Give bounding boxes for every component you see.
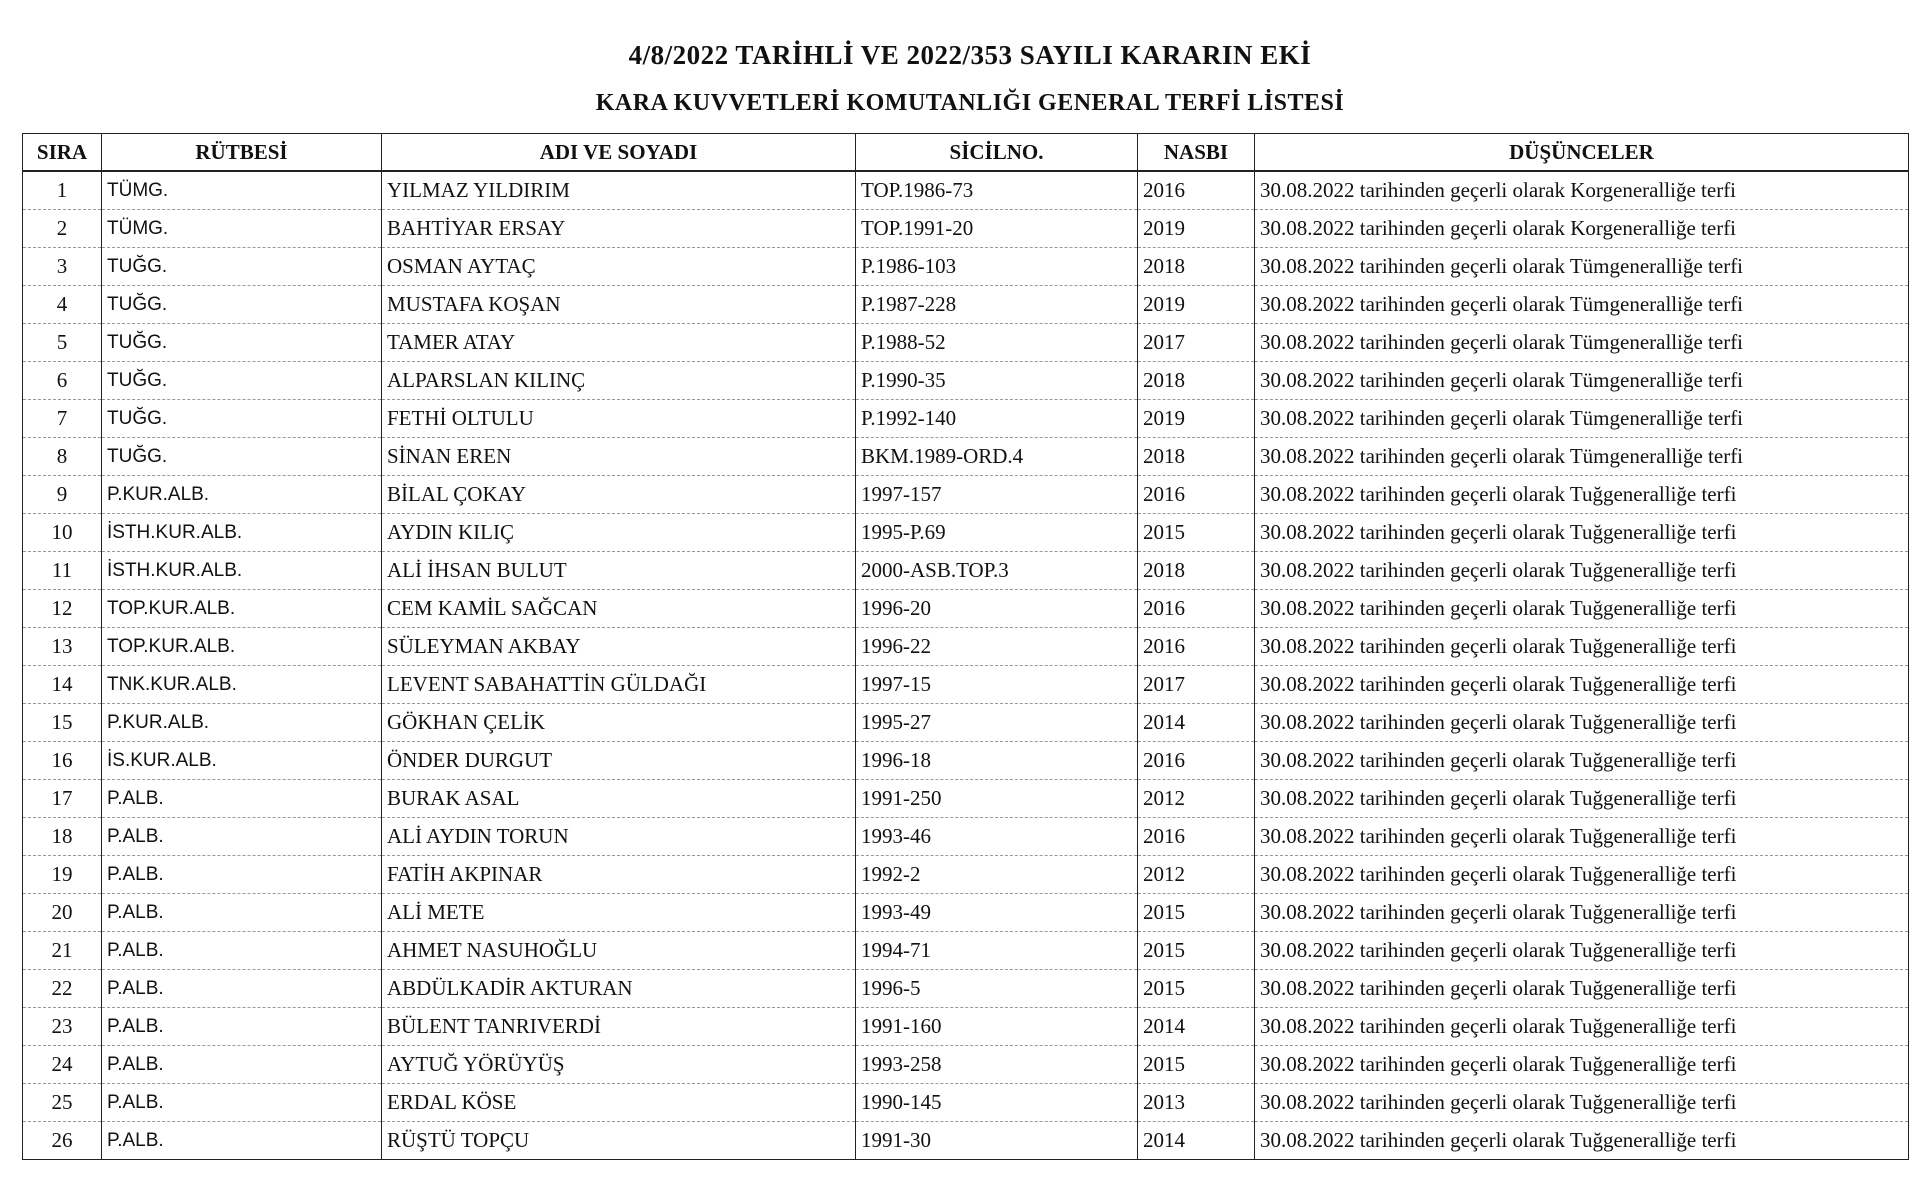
cell-nasbi: 2019 [1138,286,1255,324]
cell-sira: 21 [23,932,102,970]
cell-sicil-no: P.1988-52 [856,324,1138,362]
cell-sira: 20 [23,894,102,932]
cell-dusunceler: 30.08.2022 tarihinden geçerli olarak Korgeneralliğe terfi [1255,210,1909,248]
cell-rutbe: TUĞG. [102,248,382,286]
cell-dusunceler: 30.08.2022 tarihinden geçerli olarak Tuğgeneralliğe terfi [1255,818,1909,856]
cell-dusunceler: 30.08.2022 tarihinden geçerli olarak Tümgeneralliğe terfi [1255,362,1909,400]
cell-sicil-no: 1995-P.69 [856,514,1138,552]
cell-ad-soyad: AYDIN KILIÇ [382,514,856,552]
cell-ad-soyad: CEM KAMİL SAĞCAN [382,590,856,628]
cell-nasbi: 2015 [1138,1046,1255,1084]
cell-sira: 24 [23,1046,102,1084]
header-nasbi: NASBI [1138,134,1255,172]
cell-rutbe: TUĞG. [102,438,382,476]
cell-nasbi: 2015 [1138,894,1255,932]
table-row [23,400,1909,438]
cell-nasbi: 2016 [1138,171,1255,210]
cell-nasbi: 2015 [1138,514,1255,552]
cell-dusunceler: 30.08.2022 tarihinden geçerli olarak Tuğgeneralliğe terfi [1255,704,1909,742]
cell-rutbe: İSTH.KUR.ALB. [102,552,382,590]
cell-nasbi: 2016 [1138,742,1255,780]
cell-dusunceler: 30.08.2022 tarihinden geçerli olarak Tuğgeneralliğe terfi [1255,514,1909,552]
cell-sira: 11 [23,552,102,590]
table-row [23,210,1909,248]
cell-sira: 12 [23,590,102,628]
cell-sira: 19 [23,856,102,894]
header-ad-soyad: ADI VE SOYADI [382,134,856,172]
cell-sicil-no: P.1987-228 [856,286,1138,324]
cell-nasbi: 2012 [1138,780,1255,818]
cell-sicil-no: 1996-18 [856,742,1138,780]
cell-rutbe: P.ALB. [102,856,382,894]
cell-ad-soyad: AHMET NASUHOĞLU [382,932,856,970]
cell-ad-soyad: SİNAN EREN [382,438,856,476]
cell-dusunceler: 30.08.2022 tarihinden geçerli olarak Tümgeneralliğe terfi [1255,248,1909,286]
cell-rutbe: TOP.KUR.ALB. [102,590,382,628]
cell-dusunceler: 30.08.2022 tarihinden geçerli olarak Tuğgeneralliğe terfi [1255,1046,1909,1084]
cell-ad-soyad: FETHİ OLTULU [382,400,856,438]
table-row [23,248,1909,286]
cell-rutbe: İS.KUR.ALB. [102,742,382,780]
cell-dusunceler: 30.08.2022 tarihinden geçerli olarak Tuğgeneralliğe terfi [1255,628,1909,666]
table-row [23,362,1909,400]
cell-dusunceler: 30.08.2022 tarihinden geçerli olarak Tuğgeneralliğe terfi [1255,1084,1909,1122]
cell-sicil-no: P.1990-35 [856,362,1138,400]
cell-rutbe: P.ALB. [102,780,382,818]
cell-sicil-no: 1996-20 [856,590,1138,628]
table-row [23,1122,1909,1160]
cell-nasbi: 2018 [1138,438,1255,476]
table-row [23,286,1909,324]
cell-sicil-no: 1994-71 [856,932,1138,970]
cell-rutbe: TNK.KUR.ALB. [102,666,382,704]
cell-rutbe: İSTH.KUR.ALB. [102,514,382,552]
cell-sicil-no: 1993-258 [856,1046,1138,1084]
table-row [23,704,1909,742]
cell-sicil-no: TOP.1986-73 [856,171,1138,210]
cell-sira: 22 [23,970,102,1008]
cell-ad-soyad: YILMAZ YILDIRIM [382,171,856,210]
cell-sira: 25 [23,1084,102,1122]
cell-ad-soyad: BURAK ASAL [382,780,856,818]
cell-nasbi: 2019 [1138,400,1255,438]
cell-rutbe: TOP.KUR.ALB. [102,628,382,666]
cell-sira: 17 [23,780,102,818]
cell-rutbe: P.ALB. [102,894,382,932]
cell-sira: 10 [23,514,102,552]
cell-ad-soyad: ALİ AYDIN TORUN [382,818,856,856]
cell-dusunceler: 30.08.2022 tarihinden geçerli olarak Tuğgeneralliğe terfi [1255,666,1909,704]
cell-sira: 8 [23,438,102,476]
cell-ad-soyad: FATİH AKPINAR [382,856,856,894]
table-row [23,171,1909,210]
cell-rutbe: P.KUR.ALB. [102,476,382,514]
cell-ad-soyad: ALİ METE [382,894,856,932]
cell-ad-soyad: BÜLENT TANRIVERDİ [382,1008,856,1046]
cell-ad-soyad: OSMAN AYTAÇ [382,248,856,286]
table-row [23,1008,1909,1046]
cell-sicil-no: 1992-2 [856,856,1138,894]
cell-nasbi: 2017 [1138,666,1255,704]
table-row [23,970,1909,1008]
cell-nasbi: 2018 [1138,248,1255,286]
cell-sicil-no: 1993-46 [856,818,1138,856]
cell-rutbe: P.KUR.ALB. [102,704,382,742]
cell-rutbe: TÜMG. [102,171,382,210]
cell-dusunceler: 30.08.2022 tarihinden geçerli olarak Tuğgeneralliğe terfi [1255,970,1909,1008]
cell-rutbe: TUĞG. [102,324,382,362]
cell-sira: 5 [23,324,102,362]
cell-dusunceler: 30.08.2022 tarihinden geçerli olarak Tuğgeneralliğe terfi [1255,894,1909,932]
table-row [23,324,1909,362]
table-row [23,666,1909,704]
cell-rutbe: P.ALB. [102,970,382,1008]
cell-sicil-no: 1991-30 [856,1122,1138,1160]
cell-sira: 14 [23,666,102,704]
cell-dusunceler: 30.08.2022 tarihinden geçerli olarak Tuğgeneralliğe terfi [1255,932,1909,970]
cell-rutbe: P.ALB. [102,818,382,856]
promotion-table [22,133,1909,1160]
cell-nasbi: 2018 [1138,362,1255,400]
cell-nasbi: 2014 [1138,1008,1255,1046]
cell-sira: 6 [23,362,102,400]
cell-nasbi: 2016 [1138,590,1255,628]
cell-sira: 7 [23,400,102,438]
cell-sira: 16 [23,742,102,780]
cell-ad-soyad: MUSTAFA KOŞAN [382,286,856,324]
cell-nasbi: 2018 [1138,552,1255,590]
cell-nasbi: 2016 [1138,476,1255,514]
cell-ad-soyad: ALPARSLAN KILINÇ [382,362,856,400]
cell-sicil-no: 1996-5 [856,970,1138,1008]
cell-sira: 13 [23,628,102,666]
cell-sira: 9 [23,476,102,514]
cell-ad-soyad: BAHTİYAR ERSAY [382,210,856,248]
cell-nasbi: 2014 [1138,704,1255,742]
cell-nasbi: 2017 [1138,324,1255,362]
table-row [23,818,1909,856]
table-header [23,134,1909,172]
cell-ad-soyad: BİLAL ÇOKAY [382,476,856,514]
header-rutbe: RÜTBESİ [102,134,382,172]
cell-nasbi: 2013 [1138,1084,1255,1122]
cell-nasbi: 2016 [1138,628,1255,666]
cell-dusunceler: 30.08.2022 tarihinden geçerli olarak Tuğgeneralliğe terfi [1255,476,1909,514]
table-row [23,590,1909,628]
cell-dusunceler: 30.08.2022 tarihinden geçerli olarak Tümgeneralliğe terfi [1255,438,1909,476]
cell-ad-soyad: TAMER ATAY [382,324,856,362]
cell-nasbi: 2012 [1138,856,1255,894]
cell-dusunceler: 30.08.2022 tarihinden geçerli olarak Tuğgeneralliğe terfi [1255,742,1909,780]
table-row [23,780,1909,818]
cell-sicil-no: 1991-160 [856,1008,1138,1046]
cell-sicil-no: 1990-145 [856,1084,1138,1122]
document-title: 4/8/2022 TARİHLİ VE 2022/353 SAYILI KARARIN EKİ [628,40,1312,70]
cell-nasbi: 2015 [1138,970,1255,1008]
cell-rutbe: TUĞG. [102,362,382,400]
table-row [23,894,1909,932]
cell-ad-soyad: ABDÜLKADİR AKTURAN [382,970,856,1008]
table-row [23,514,1909,552]
header-sicil-no: SİCİLNO. [856,134,1138,172]
cell-nasbi: 2014 [1138,1122,1255,1160]
cell-nasbi: 2016 [1138,818,1255,856]
cell-sicil-no: 1991-250 [856,780,1138,818]
cell-sira: 2 [23,210,102,248]
cell-sira: 3 [23,248,102,286]
cell-rutbe: P.ALB. [102,1008,382,1046]
table-row [23,742,1909,780]
table-row [23,552,1909,590]
cell-rutbe: P.ALB. [102,1122,382,1160]
table-row [23,1084,1909,1122]
cell-sicil-no: BKM.1989-ORD.4 [856,438,1138,476]
table-row [23,628,1909,666]
cell-sicil-no: P.1992-140 [856,400,1138,438]
cell-rutbe: TUĞG. [102,400,382,438]
document-subtitle: KARA KUVVETLERİ KOMUTANLIĞI GENERAL TERFİ LİSTESİ [595,90,1345,116]
cell-dusunceler: 30.08.2022 tarihinden geçerli olarak Tuğgeneralliğe terfi [1255,780,1909,818]
cell-sira: 4 [23,286,102,324]
table-row [23,1046,1909,1084]
cell-sira: 15 [23,704,102,742]
header-row [23,134,1909,172]
cell-ad-soyad: AYTUĞ YÖRÜYÜŞ [382,1046,856,1084]
cell-dusunceler: 30.08.2022 tarihinden geçerli olarak Tuğgeneralliğe terfi [1255,856,1909,894]
cell-sicil-no: 1995-27 [856,704,1138,742]
table-row [23,932,1909,970]
cell-rutbe: P.ALB. [102,932,382,970]
cell-sira: 23 [23,1008,102,1046]
cell-ad-soyad: LEVENT SABAHATTİN GÜLDAĞI [382,666,856,704]
cell-dusunceler: 30.08.2022 tarihinden geçerli olarak Tuğgeneralliğe terfi [1255,1122,1909,1160]
header-dusunceler: DÜŞÜNCELER [1255,134,1909,172]
cell-ad-soyad: RÜŞTÜ TOPÇU [382,1122,856,1160]
cell-dusunceler: 30.08.2022 tarihinden geçerli olarak Korgeneralliğe terfi [1255,171,1909,210]
cell-ad-soyad: SÜLEYMAN AKBAY [382,628,856,666]
cell-sira: 18 [23,818,102,856]
cell-ad-soyad: ERDAL KÖSE [382,1084,856,1122]
table-row [23,438,1909,476]
cell-nasbi: 2019 [1138,210,1255,248]
cell-sira: 1 [23,171,102,210]
cell-sicil-no: 1997-157 [856,476,1138,514]
cell-sicil-no: P.1986-103 [856,248,1138,286]
cell-sira: 26 [23,1122,102,1160]
cell-rutbe: TUĞG. [102,286,382,324]
cell-dusunceler: 30.08.2022 tarihinden geçerli olarak Tuğgeneralliğe terfi [1255,552,1909,590]
cell-dusunceler: 30.08.2022 tarihinden geçerli olarak Tümgeneralliğe terfi [1255,286,1909,324]
cell-sicil-no: 1996-22 [856,628,1138,666]
cell-rutbe: P.ALB. [102,1046,382,1084]
cell-dusunceler: 30.08.2022 tarihinden geçerli olarak Tuğgeneralliğe terfi [1255,590,1909,628]
cell-sicil-no: 2000-ASB.TOP.3 [856,552,1138,590]
cell-ad-soyad: ALİ İHSAN BULUT [382,552,856,590]
table-row [23,856,1909,894]
cell-dusunceler: 30.08.2022 tarihinden geçerli olarak Tuğgeneralliğe terfi [1255,1008,1909,1046]
cell-dusunceler: 30.08.2022 tarihinden geçerli olarak Tümgeneralliğe terfi [1255,400,1909,438]
cell-rutbe: TÜMG. [102,210,382,248]
cell-sicil-no: 1993-49 [856,894,1138,932]
cell-nasbi: 2015 [1138,932,1255,970]
cell-rutbe: P.ALB. [102,1084,382,1122]
header-sira: SIRA [23,134,102,172]
cell-ad-soyad: ÖNDER DURGUT [382,742,856,780]
cell-ad-soyad: GÖKHAN ÇELİK [382,704,856,742]
table-row [23,476,1909,514]
table-body [23,171,1909,1160]
cell-dusunceler: 30.08.2022 tarihinden geçerli olarak Tümgeneralliğe terfi [1255,324,1909,362]
cell-sicil-no: 1997-15 [856,666,1138,704]
cell-sicil-no: TOP.1991-20 [856,210,1138,248]
